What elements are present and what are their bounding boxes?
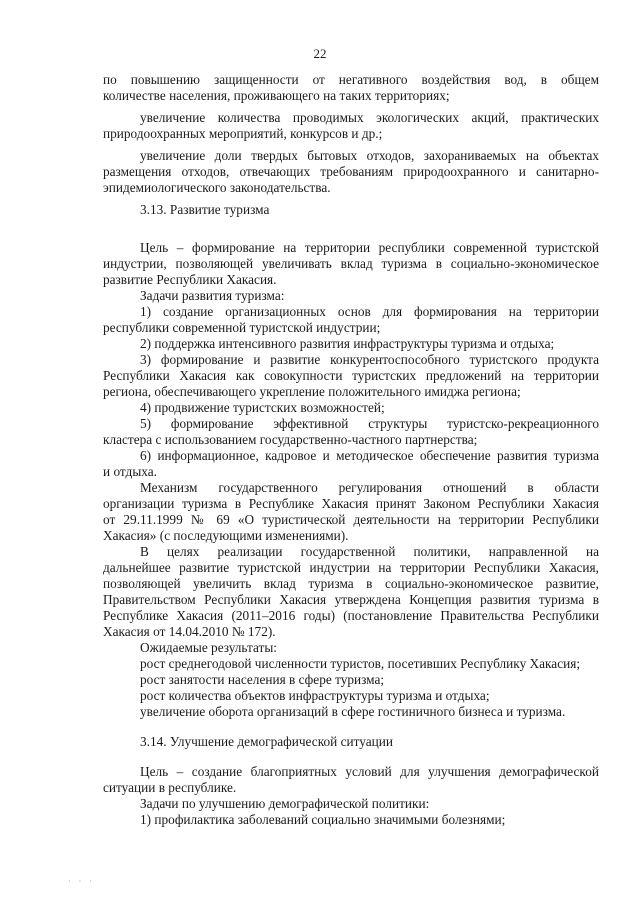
- text-line: позволяющей увеличить вклад туризма в социально-экономическое развитие,: [103, 576, 599, 591]
- text-line: рост количества объектов инфраструктуры туризма и отдыха;: [140, 688, 490, 703]
- text-line: количестве населения, проживающего на таких территориях;: [103, 88, 450, 103]
- text-line: организации туризма в Республике Хакасия принят Законом Республики Хакасия: [103, 496, 599, 511]
- scan-artifact: · · ·: [68, 877, 95, 886]
- text-line: рост занятости населения в сфере туризма;: [140, 672, 385, 687]
- text-line: кластера с использованием государственно-частного партнерства;: [103, 432, 478, 447]
- text-line: В целях реализации государственной политики, направленной на: [140, 544, 599, 559]
- text-line: ситуации в республике.: [103, 780, 237, 795]
- text-line: индустрии, позволяющей увеличивать вклад туризма в социально-экономическое: [103, 256, 599, 271]
- text-line: Задачи по улучшению демографической политики:: [140, 796, 430, 811]
- text-line: дальнейшее развитие туристской индустрии на территории Республики Хакасия,: [103, 560, 599, 575]
- text-line: Хакасия от 14.04.2010 № 172).: [103, 624, 276, 639]
- text-line: эпидемиологического законодательства.: [103, 180, 331, 195]
- text-line: Республики Хакасия как совокупности туристских предложений на территории: [103, 368, 599, 383]
- text-line: размещения отходов, отвечающих требованиям природоохранного и санитарно-: [103, 164, 599, 179]
- text-line: Задачи развития туризма:: [140, 288, 285, 303]
- section-heading: 3.13. Развитие туризма: [140, 202, 270, 217]
- page-number: 22: [313, 46, 327, 61]
- text-line: увеличение количества проводимых экологических акций, практических: [140, 110, 599, 125]
- text-line: Республике Хакасия (2011–2016 годы) (постановление Правительства Республики: [103, 608, 599, 623]
- text-line: Хакасия» (с последующими изменениями).: [103, 528, 349, 543]
- text-line: 3) формирование и развитие конкурентоспособного туристского продукта: [140, 352, 599, 367]
- text-line: 1) создание организационных основ для формирования на территории: [140, 304, 599, 319]
- text-line: Механизм государственного регулирования отношений в области: [140, 480, 599, 495]
- text-line: региона, обеспечивающего укрепление положительного имиджа региона;: [103, 384, 521, 399]
- section-heading: 3.14. Улучшение демографической ситуации: [140, 734, 393, 749]
- text-line: Цель – создание благоприятных условий для улучшения демографической: [140, 764, 599, 779]
- text-line: 2) поддержка интенсивного развития инфраструктуры туризма и отдыха;: [140, 336, 555, 351]
- text-line: республики современной туристской индустрии;: [103, 320, 381, 335]
- text-line: 1) профилактика заболеваний социально значимыми болезнями;: [140, 812, 506, 827]
- text-line: Цель – формирование на территории республики современной туристской: [140, 240, 599, 255]
- text-line: Ожидаемые результаты:: [140, 640, 277, 655]
- text-line: 6) информационное, кадровое и методическое обеспечение развития туризма: [140, 448, 599, 463]
- text-line: развитие Республики Хакасия.: [103, 272, 277, 287]
- text-line: рост среднегодовой численности туристов, посетивших Республику Хакасия;: [140, 656, 581, 671]
- text-line: увеличение оборота организаций в сфере гостиничного бизнеса и туризма.: [140, 704, 566, 719]
- text-line: 5) формирование эффективной структуры туристско-рекреационного: [140, 416, 599, 431]
- text-line: природоохранных мероприятий, конкурсов и др.;: [103, 126, 383, 141]
- text-line: Правительством Республики Хакасия утверждена Концепция развития туризма в: [103, 592, 599, 607]
- text-line: от 29.11.1999 № 69 «О туристической деятельности на территории Республики: [103, 512, 599, 527]
- text-line: увеличение доли твердых бытовых отходов, захораниваемых на объектах: [140, 148, 599, 163]
- text-line: по повышению защищенности от негативного воздействия вод, в общем: [103, 72, 599, 87]
- text-line: и отдыха.: [103, 464, 157, 479]
- text-line: 4) продвижение туристских возможностей;: [140, 400, 385, 415]
